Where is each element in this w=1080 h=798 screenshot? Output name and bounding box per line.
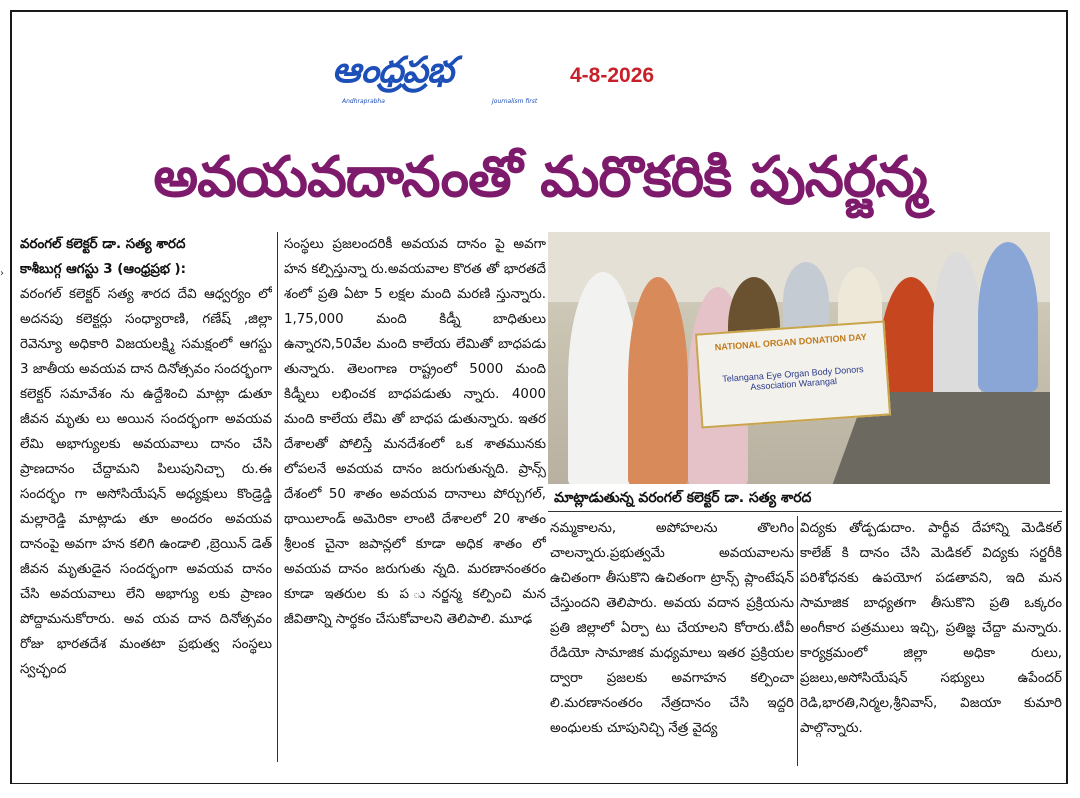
article-text-col3: నమ్మకాలను, అపోహలను తొలగిం చాలన్నారు.ప్రభుత్వమే అవయవాలను ఉచితంగా తీసుకొని ఉచితంగా ట్రాన్స్ ప్లాంటేషన్ చేస్తుందని తెలిపారు. అవయ వదాన ప్రక్రియను ప్రతి జిల్లాలో ఏర్పా టు చేయాలని కోరారు.టీవీ రేడియో సామాజిక మధ్యమాలు ఇతర ప్రక్రియల ద్వారా ప్రజలకు అవగాహన కల్పించా లి.మరణానంతరం నేత్రదానం చేసి ఇద్దరి అంధులకు చూపునిచ్చి నేత్ర వైద్య xyxy=(550,521,794,736)
article-column-3 xyxy=(550,516,794,766)
caption-rule xyxy=(548,511,1062,512)
headline: అవయవదానంతో మరొకరికి పునర్జన్మ xyxy=(153,145,927,210)
photo-banner xyxy=(695,320,891,428)
logo-subtitle-right: Journalism first xyxy=(492,98,538,105)
logo-subtitle-left: Andhraprabha xyxy=(342,98,385,105)
masthead xyxy=(332,50,712,120)
event-photo xyxy=(548,232,1050,484)
banner-line-1: NATIONAL ORGAN DONATION DAY xyxy=(714,331,867,353)
article-column-1 xyxy=(20,232,272,762)
photo-person xyxy=(628,277,688,484)
newspaper-logo: ఆంధ్రప్రభ xyxy=(332,50,453,91)
photo-person xyxy=(978,242,1038,392)
article-text-col2: సంస్థలు ప్రజలందరికీ అవయవ దానం పై అవగా హన కల్పిస్తున్నా రు.అవయవాల కొరత తో భారతదే శంలో ప్రతి ఏటా 5 లక్షల మంది మరణి స్తున్నారు. 1,75,000 మంది కిడ్నీ బాధితులు ఉన్నారని,50వేల మంది కాలేయ లేమితో బాధపడు తున్నారు. తెలంగాణ రాష్ట్రంలో 5000 మంది కిడ్నీలు లభించక బాధపడుతు న్నారు. 4000 మంది కాలేయ లేమి తో బాధప డుతున్నారు. ఇతర దేశాలతో పోలిస్తే మనదేశంలో ఒక శాతమునకు లోపలనే అవయవ దానం జరుగుతున్నది. ప్రాన్స్ దేశంలో 50 శాతం అవయవ దానాలు పోర్చుగల్, థాయిలాండ్ అమెరికా లాంటి దేశాలలో 20 శాతం శ్రీలంక చైనా జపాన్లలో కూడా అధిక శాతం లో అవయవ దానం జరుగుతు న్నది. మరణానంతరం కూడా ఇతరుల కు ప ునర్జన్మ కల్పించి మన జీవితాన్ని సార్థకం చేసుకోవాలని తెలిపాలి. మూఢ xyxy=(284,237,546,627)
article-column-4 xyxy=(800,516,1062,766)
photo-caption: మాట్లాడుతున్న వరంగల్ కలెక్టర్ డా. సత్య శారద xyxy=(554,490,812,506)
column-divider xyxy=(277,232,278,762)
publication-date: 4-8-2026 xyxy=(570,64,655,87)
column-divider xyxy=(797,516,798,766)
photo-person xyxy=(933,252,981,402)
dateline: కాశీబుగ్గ ఆగస్టు 3 (ఆంధ్రప్రభ ): xyxy=(20,262,187,277)
article-text-col4: విద్యకు తోడ్పడుదాం. పార్థీవ దేహాన్ని మెడికల్ కాలేజ్ కి దానం చేసి మెడికల్ విద్యకు సర్జరీకి పరిశోధనకు ఉపయోగ పడతావని, ఇది మన సామాజిక బాధ్యతగా తీసుకొని ప్రతి ఒక్కరం అంగీకార పత్రములు ఇచ్చి, ప్రతిజ్ఞ చేద్దా మన్నారు. కార్యక్రమంలో జిల్లా అధికా రులు, ప్రజలు,అసోసియేషన్ సభ్యులు ఉపేందర్ రెడి,భారతి,నిర్మల,శ్రీనివాస్, విజయా కుమారి పాల్గొన్నారు. xyxy=(800,521,1062,736)
article-column-2 xyxy=(284,232,546,762)
banner-line-2: Telangana Eye Organ Body Donors Association Warangal xyxy=(721,364,864,392)
byline: వరంగల్ కలెక్టర్ డా. సత్య శారద xyxy=(20,237,186,252)
article-text-col1: వరంగల్ కలెక్టర్ సత్య శారద దేవి ఆధ్వర్యం లో అదనపు కలెక్టర్లు సంధ్యారాణి, గణేష్ ,జిల్లా రెవెన్యూ అధికారి విజయలక్ష్మి సమక్షంలో ఆగస్టు 3 జాతీయ అవయవ దాన దినోత్సవం సందర్భంగా కలెక్టర్ సమావేశం ను ఉద్దేశించి మాట్లా డుతూ జీవన మృతు లు అయిన సందర్భంగా అవయవ లేమి అభాగ్యులకు అవయవాలు దానం చేసి ప్రాణదానం చేద్దామని పిలుపునిచ్చా రు.ఈ సందర్భం గా అసోసియేషన్ అధ్యక్షులు కొండ్రెడ్డి మల్లారెడ్డి మాట్లాడు తూ అందరం అవయవ దానంపై అవగా హన కలిగి ఉండాలి ,బ్రెయిన్ డెత్ జీవన మృతుడైన సందర్భంగా అవయవ దానం చేసి అవయవాలు లేని అభాగ్యు లకు ప్రాణం పోద్దామనుకోరారు. అవ యవ దాన దినోత్సవం రోజు భారతదేశ మంతటా ప్రభుత్వ సంస్థలు స్వచ్ఛంద xyxy=(20,287,272,677)
margin-mark: › xyxy=(0,268,4,279)
